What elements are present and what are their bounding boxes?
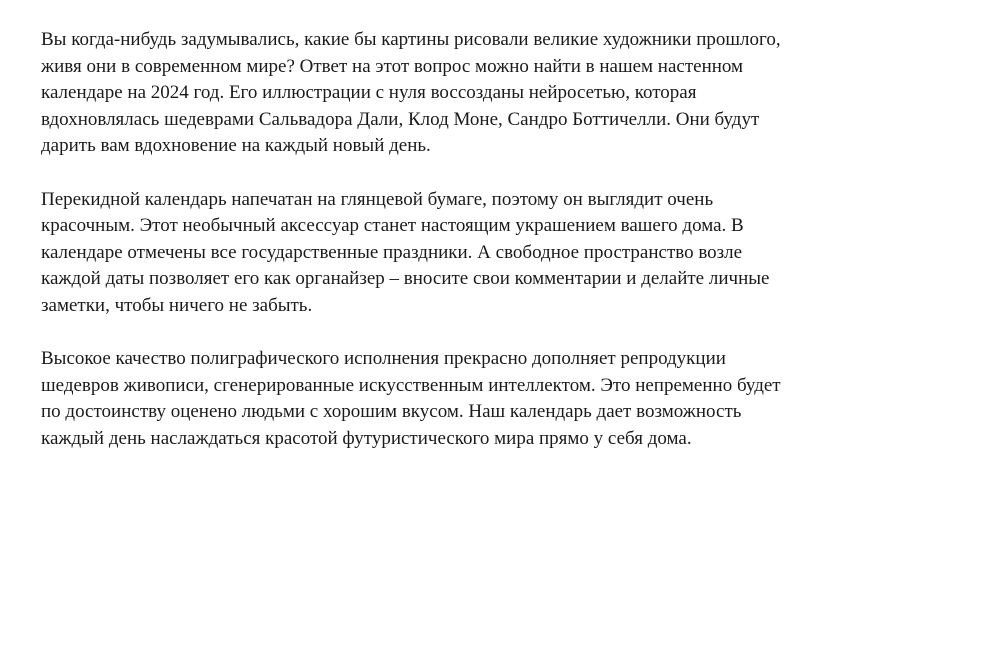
product-description: [41, 27, 961, 479]
text-line: красочным. Этот необычный аксессуар станет настоящим украшением вашего дома. В: [41, 215, 744, 236]
paragraph-quality: [41, 346, 961, 452]
text-line: дарить вам вдохновение на каждый новый день.: [41, 135, 431, 156]
text-line: Перекидной календарь напечатан на глянцевой бумаге, поэтому он выглядит очень: [41, 188, 714, 210]
text-line: шедевров живописи, сгенерированные искусственным интеллектом. Это непременно будет: [41, 374, 781, 396]
text-line: Высокое качество полиграфического исполнения прекрасно дополняет репродукции: [41, 348, 726, 369]
paragraph-intro: [41, 27, 961, 160]
text-line: каждый день наслаждаться красотой футуристического мира прямо у себя дома.: [41, 427, 692, 449]
text-line: Вы когда-нибудь задумывались, какие бы картины рисовали великие художники прошлого,: [41, 29, 781, 50]
text-line: живя они в современном мире? Ответ на этот вопрос можно найти в нашем настенном: [41, 55, 744, 77]
text-line: каждой даты позволяет его как органайзер – вносите свои комментарии и делайте личные: [41, 268, 770, 289]
text-line: календаре на 2024 год. Его иллюстрации с нуля воссозданы нейросетью, которая: [41, 82, 697, 103]
text-line: по достоинству оценено людьми с хорошим вкусом. Наш календарь дает возможность: [41, 401, 742, 422]
paragraph-features: [41, 187, 961, 320]
text-line: заметки, чтобы ничего не забыть.: [41, 294, 313, 316]
text-line: вдохновлялась шедеврами Сальвадора Дали, Клод Моне, Сандро Боттичелли. Они будут: [41, 108, 760, 130]
text-line: календаре отмечены все государственные праздники. А свободное пространство возле: [41, 241, 743, 263]
